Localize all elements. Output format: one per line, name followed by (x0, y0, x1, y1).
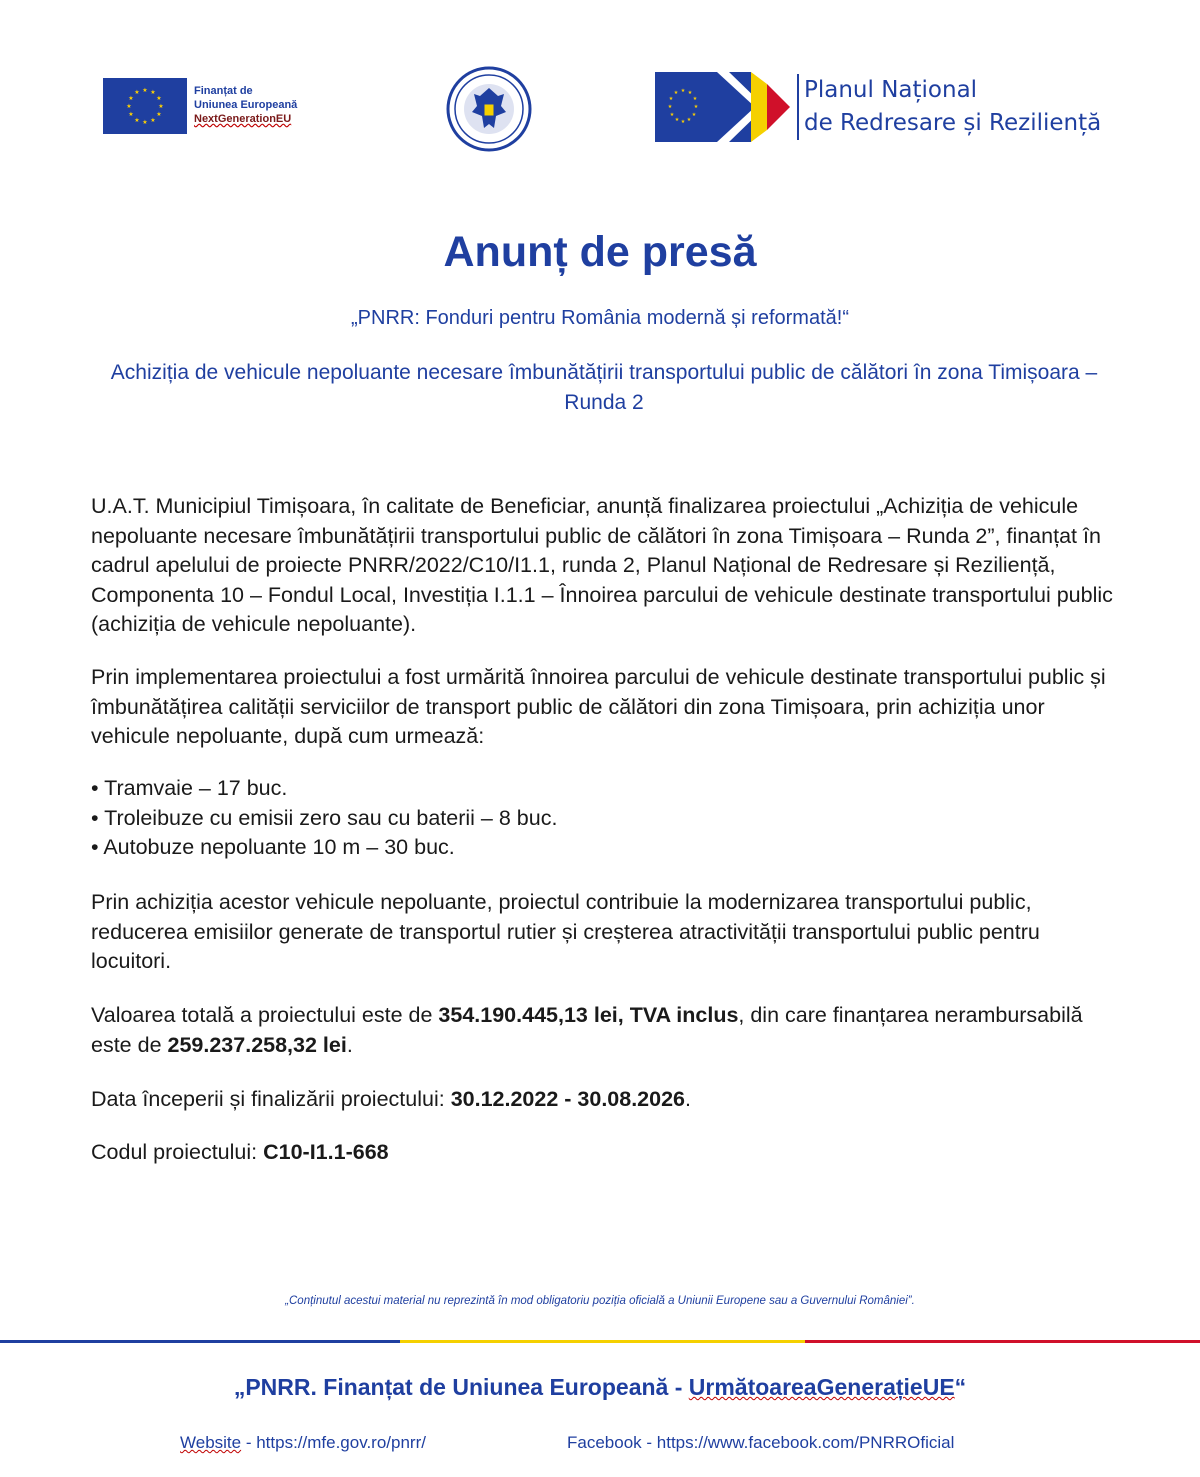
svg-text:★: ★ (128, 95, 134, 102)
svg-text:★: ★ (680, 119, 686, 125)
website-link[interactable]: Website - https://mfe.gov.ro/pnrr/ (180, 1433, 426, 1452)
total-value: 354.190.445,13 lei, TVA inclus (438, 1003, 739, 1027)
svg-text:★: ★ (687, 90, 693, 96)
svg-text:★: ★ (142, 87, 148, 94)
svg-text:★: ★ (674, 117, 680, 123)
grant-value: 259.237.258,32 lei (167, 1032, 347, 1057)
footer-slogan: „PNRR. Finanțat de Uniunea Europeană - UrmătoareaGenerațieUE“ (233, 1374, 967, 1400)
list-item: • Autobuze nepoluante 10 m – 30 buc. (91, 835, 455, 859)
svg-text:★: ★ (158, 103, 164, 110)
project-code-value: C10-I1.1-668 (263, 1140, 389, 1164)
eu-logo-text: Finanțat de Uniunea Europeană NextGenerationEU (194, 85, 298, 125)
svg-text:★: ★ (667, 104, 673, 110)
rule-red (805, 1340, 1200, 1343)
pnrr-arrow-flag-icon (655, 70, 790, 144)
eu-funding-logo (103, 78, 333, 134)
svg-text:★: ★ (128, 111, 134, 118)
pnrr-logo (655, 70, 1115, 144)
paragraph-intro: U.A.T. Municipiul Timișoara, în calitate de Beneficiar, anunță finalizarea proiectului „Achiziția de vehicule nepoluante necesare îmbunătățirii transportului public de călători în zona Timișoara – Runda 2”, finanțat în cadrul apelului de proiecte PNRR/2022/C10/I1.1, runda 2, Planul Național de Redresare și Reziliență, Componenta 10 – Fondul Local, Investiția I.1.1 – Înnoirea parcului de vehicule destinate transportului public (achiziția de vehicule nepoluante). (91, 494, 1113, 636)
svg-text:★: ★ (693, 104, 699, 110)
footer-disclaimer: „Conținutul acestui material nu reprezintă în mod obligatoriu poziția oficială a Uniunii Europene sau a Guvernului României”. (285, 1295, 915, 1307)
svg-text:★: ★ (686, 117, 692, 123)
list-item: • Tramvaie – 17 buc. (91, 776, 288, 800)
svg-text:★: ★ (692, 96, 698, 102)
pnrr-logo-separator (797, 74, 799, 140)
svg-text:★: ★ (669, 112, 675, 118)
svg-text:★: ★ (150, 117, 156, 124)
svg-text:★: ★ (680, 88, 686, 94)
document-subtitle: Achiziția de vehicule nepoluante necesare îmbunătățirii transportului public de călători în zona Timișoara – Runda 2 (110, 361, 1098, 414)
facebook-link[interactable]: Facebook - https://www.facebook.com/PNRROficial (567, 1433, 955, 1452)
paragraph-project-dates: Data începerii și finalizării proiectului: 30.12.2022 - 30.08.2026. (91, 1087, 691, 1111)
svg-text:★: ★ (691, 112, 697, 118)
rule-blue (0, 1340, 400, 1343)
paragraph-contribution: Prin achiziția acestor vehicule nepoluante, proiectul contribuie la modernizarea transportului public, reducerea emisiilor generate de transportul rutier și creșterea atractivității transportului public pentru locuitori. (91, 890, 1040, 973)
project-dates-value: 30.12.2022 - 30.08.2026 (450, 1087, 686, 1111)
svg-text:★: ★ (134, 89, 140, 96)
footer-tricolor-rule (0, 1340, 1200, 1343)
svg-text:★: ★ (156, 95, 162, 102)
vehicle-list (91, 774, 1121, 863)
svg-text:★: ★ (673, 90, 679, 96)
paragraph-project-value: Valoarea totală a proiectului este de 354.190.445,13 lei, TVA inclus, din care finanțarea nerambursabilă este de 259.237.258,32 lei. (91, 1003, 1083, 1057)
list-item: • Troleibuze cu emisii zero sau cu baterii – 8 buc. (91, 805, 558, 830)
document-title: Anunț de presă (443, 228, 757, 276)
document-slogan: „PNRR: Fonduri pentru România modernă și reformată!“ (351, 307, 849, 329)
paragraph-implementation: Prin implementarea proiectului a fost urmărită înnoirea parcului de vehicule destinate transportului public și îmbunătățirea calității serviciilor de transport public de călători din zona Timișoara, prin achiziția unor vehicule nepoluante, după cum urmează: (91, 665, 1106, 748)
svg-text:★: ★ (668, 96, 674, 102)
romanian-government-seal-icon (446, 66, 532, 152)
eu-flag-icon (103, 78, 187, 134)
pnrr-logo-text: Planul Național de Redresare și Reziliență (804, 77, 1102, 136)
svg-text:★: ★ (142, 119, 148, 126)
svg-text:★: ★ (156, 111, 162, 118)
paragraph-project-code: Codul proiectului: C10-I1.1-668 (91, 1140, 389, 1164)
rule-yellow (400, 1340, 805, 1343)
svg-text:★: ★ (126, 103, 132, 110)
footer-links (180, 1433, 1080, 1453)
svg-text:★: ★ (150, 89, 156, 96)
svg-text:★: ★ (134, 117, 140, 124)
